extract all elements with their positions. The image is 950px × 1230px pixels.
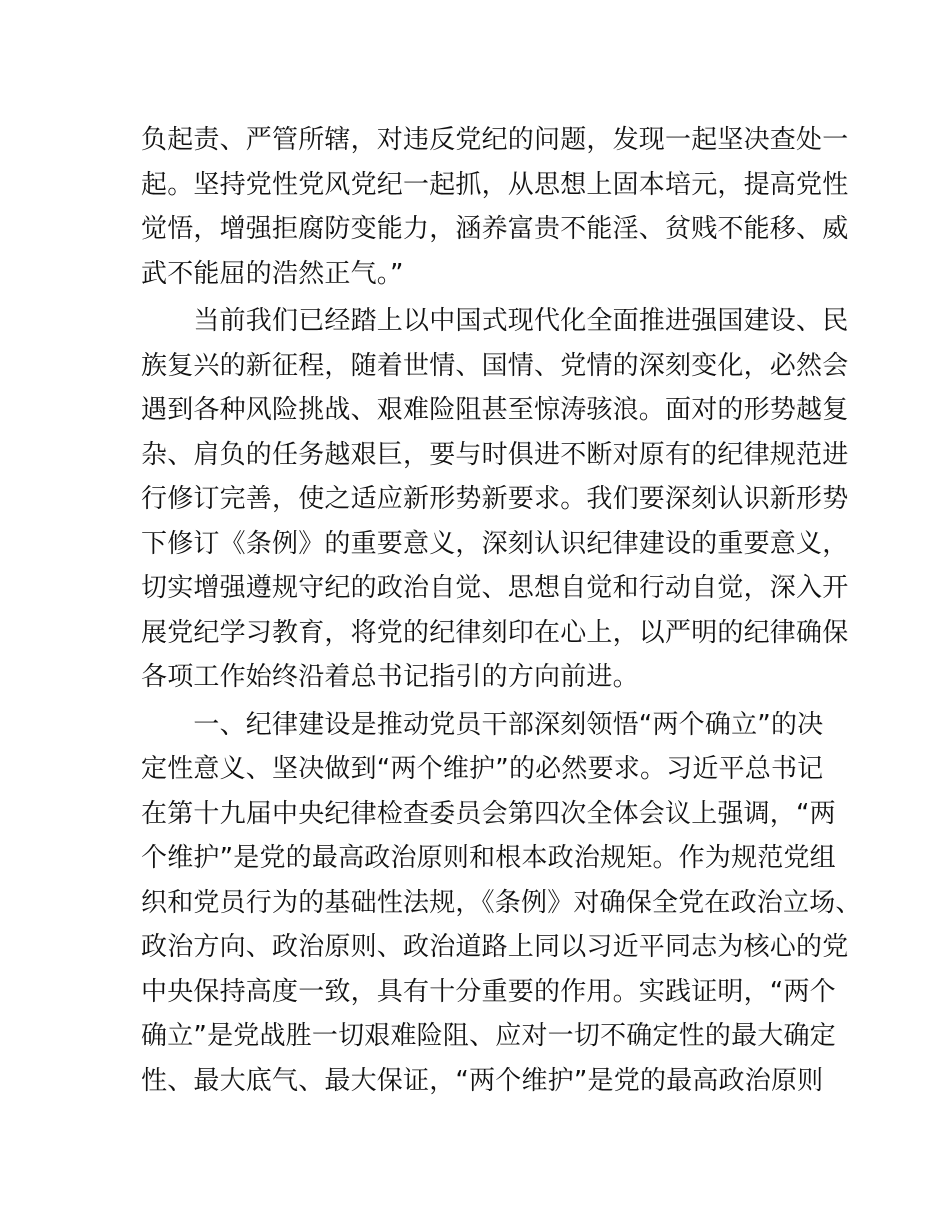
- body-text: [141, 118, 862, 1106]
- paragraph-1: [141, 118, 849, 296]
- text-line: 政治方向、政治原则、政治道路上同以习近平同志为核心的党: [141, 932, 849, 962]
- text-line: 中央保持高度一致，具有十分重要的作用。实践证明，“两个: [141, 976, 836, 1007]
- text-line: 各项工作始终沿着总书记指引的方向前进。: [141, 662, 639, 692]
- text-line: 织和党员行为的基础性法规，《条例》对确保全党在政治立场、: [141, 887, 862, 918]
- text-line: 觉悟，增强拒腐防变能力，涵养富贵不能淫、贫贱不能移、威: [141, 214, 849, 244]
- text-line: 当前我们已经踏上以中国式现代化全面推进强国建设、民: [141, 306, 849, 336]
- text-line: 定性意义、坚决做到“两个维护”的必然要求。习近平总书记: [141, 754, 824, 784]
- text-line: 切实增强遵规守纪的政治自觉、思想自觉和行动自觉，深入开: [141, 573, 849, 603]
- text-line: 武不能屈的浩然正气。”: [141, 258, 404, 289]
- paragraph-3: [141, 703, 862, 1104]
- text-line: 下修订《条例》的重要意义，深刻认识纪律建设的重要意义，: [141, 528, 849, 559]
- text-line: 起。坚持党性党风党纪一起抓，从思想上固本培元，提高党性: [141, 169, 849, 200]
- text-line: 族复兴的新征程，随着世情、国情、党情的深刻变化，必然会: [141, 350, 849, 381]
- text-line: 性、最大底气、最大保证，“两个维护”是党的最高政治原则: [141, 1065, 824, 1096]
- text-line: 负起责、严管所辖，对违反党纪的问题，发现一起坚决查处一: [141, 125, 849, 155]
- text-line: 个维护”是党的最高政治原则和根本政治规矩。作为规范党组: [141, 843, 836, 873]
- text-line: 行修订完善，使之适应新形势新要求。我们要深刻认识新形势: [141, 484, 849, 514]
- text-line: 在第十九届中央纪律检查委员会第四次全体会议上强调，“两: [141, 798, 836, 829]
- text-line: 展党纪学习教育，将党的纪律刻印在心上，以严明的纪律确保: [141, 617, 849, 648]
- text-line: 杂、肩负的任务越艰巨，要与时俱进不断对原有的纪律规范进: [141, 439, 849, 470]
- text-line: 一、纪律建设是推动党员干部深刻领悟“两个确立”的决: [141, 709, 824, 740]
- text-line: 确立”是党战胜一切艰难险阻、应对一切不确定性的最大确定: [141, 1021, 836, 1051]
- paragraph-2: [141, 299, 849, 700]
- text-line: 遇到各种风险挑战、艰难险阻甚至惊涛骇浪。面对的形势越复: [141, 395, 849, 425]
